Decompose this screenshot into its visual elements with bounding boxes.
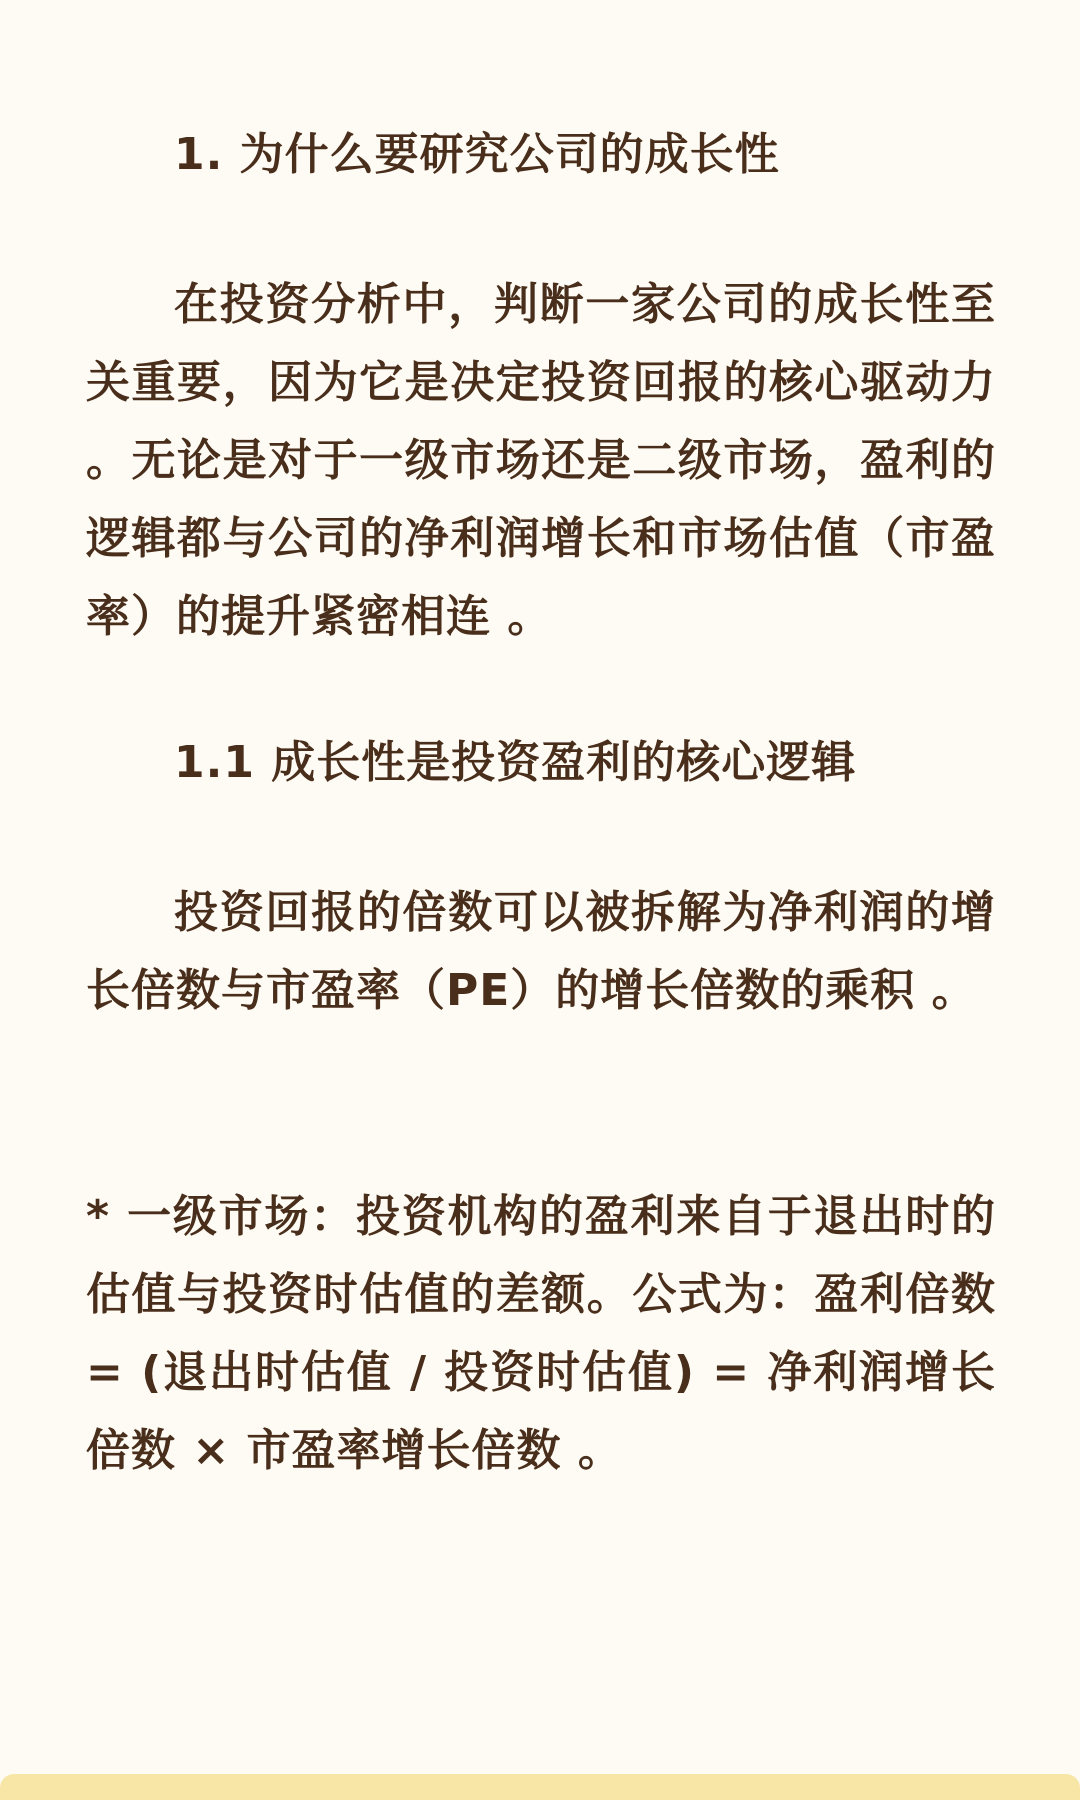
- decomposition-paragraph: 投资回报的倍数可以被拆解为净利润的增长倍数与市盈率（PE）的增长倍数的乘积 。: [86, 887, 996, 1016]
- section-heading-1: 1. 为什么要研究公司的成长性: [174, 129, 780, 180]
- bottom-decorative-bar: [0, 1774, 1080, 1800]
- intro-paragraph: 在投资分析中，判断一家公司的成长性至关重要，因为它是决定投资回报的核心驱动力 。无论是对于一级市场还是二级市场，盈利的逻辑都与公司的净利润增长和市场估值（市盈率）的提升紧密相连 。: [86, 279, 996, 642]
- primary-market-note: * 一级市场：投资机构的盈利来自于退出时的估值与投资时估值的差额。公式为：盈利倍数 = (退出时估值 / 投资时估值) = 净利润增长倍数 × 市盈率增长倍数 。: [86, 1191, 996, 1476]
- section-heading-1-1: 1.1 成长性是投资盈利的核心逻辑: [174, 737, 857, 788]
